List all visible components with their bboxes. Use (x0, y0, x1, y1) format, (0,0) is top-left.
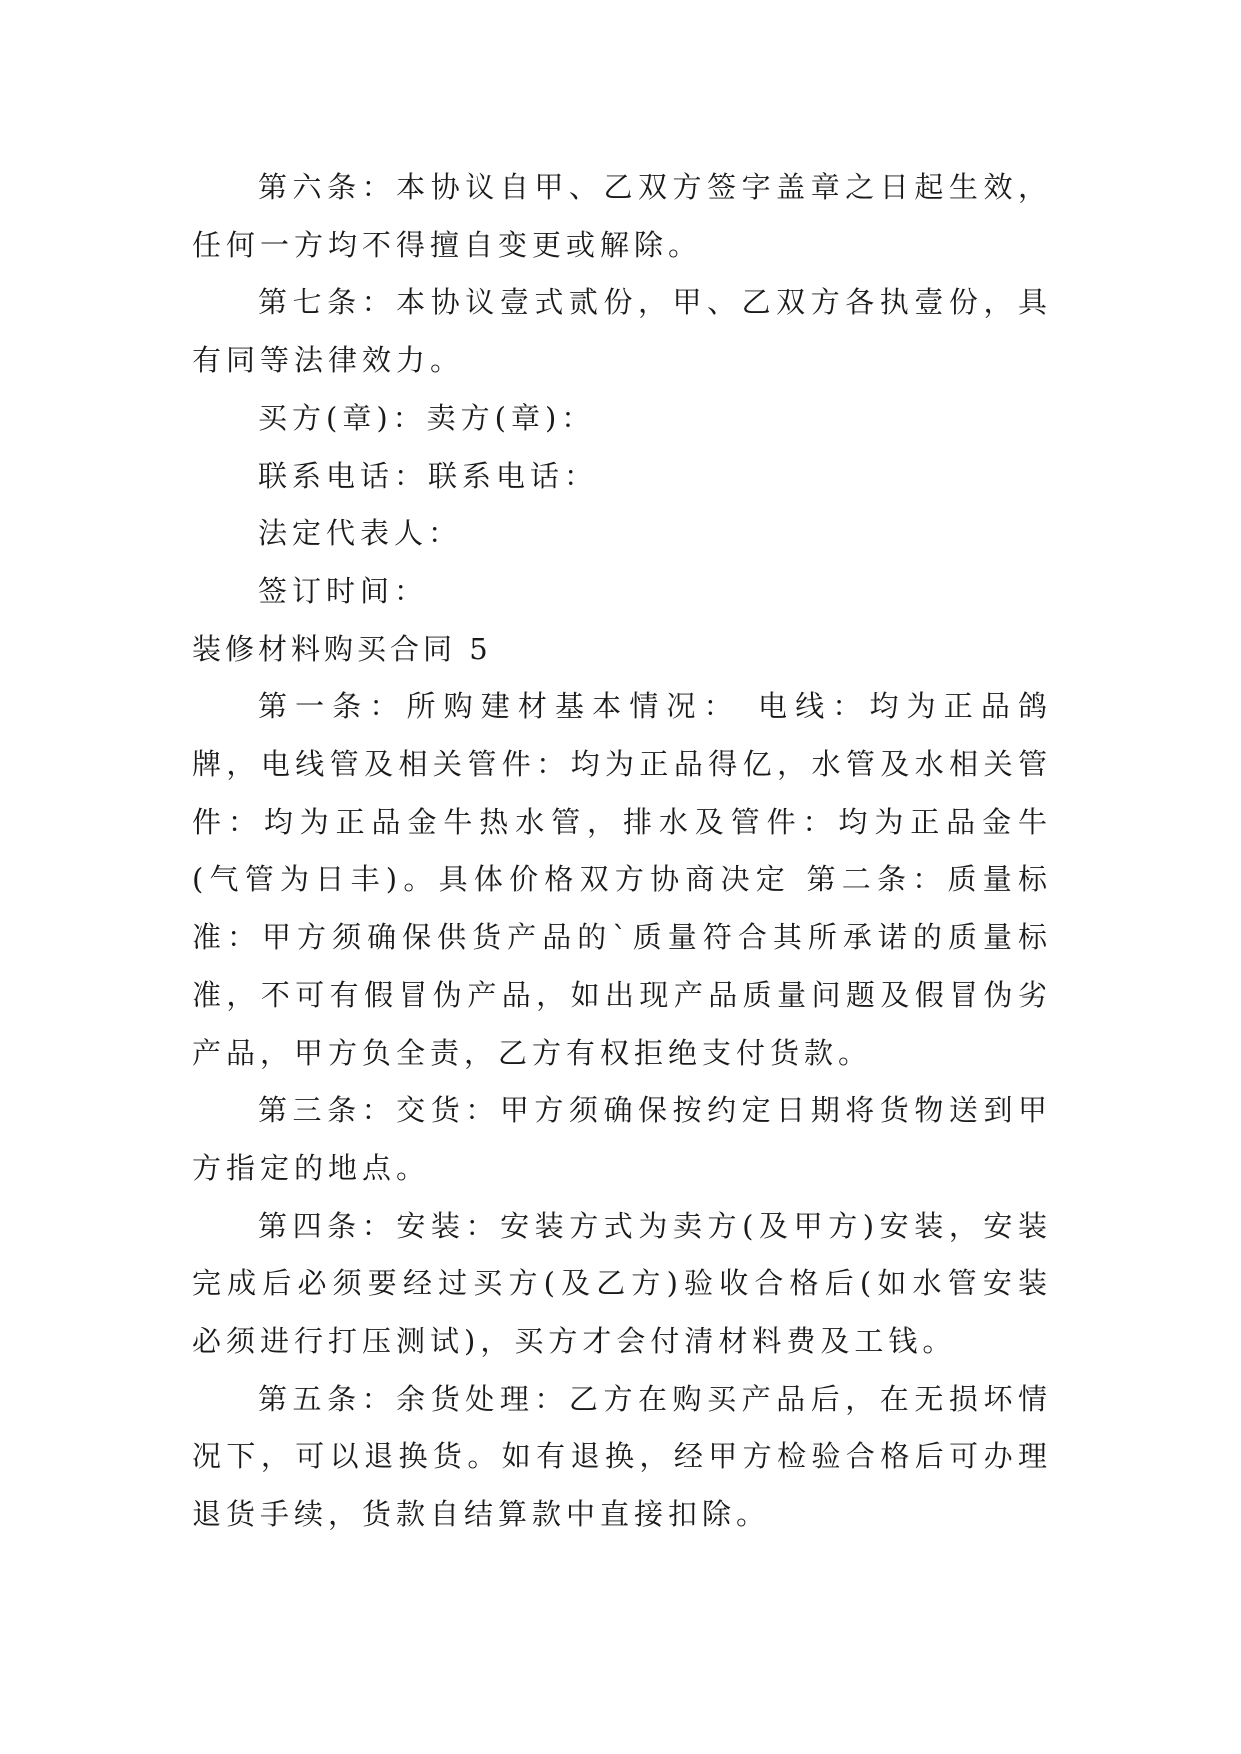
legal-representative-line: 法定代表人： (258, 516, 463, 551)
clause-1-2: 第一条：所购建材基本情况： 电线：均为正品鸽牌，电线管及相关管件：均为正品得亿，水管及水相关管件：均为正品金牛热水管，排水及管件：均为正品金牛(气管为日丰)。具体价格双方协商决定 第二条：质量标准：甲方须确保供货产品的`质量符合其所承诺的质量标准，不可有假冒伪产品，如出现产品质量问题及假冒伪劣产品，甲方负全责，乙方有权拒绝支付货款。 (192, 689, 1052, 1070)
clause-4: 第四条：安装：安装方式为卖方(及甲方)安装，安装完成后必须要经过买方(及乙方)验收合格后(如水管安装必须进行打压测试)，买方才会付清材料费及工钱。 (192, 1208, 1052, 1359)
clause-5: 第五条：余货处理：乙方在购买产品后，在无损坏情况下，可以退换货。如有退换，经甲方检验合格后可办理退货手续，货款自结算款中直接扣除。 (192, 1381, 1052, 1532)
signing-time-line: 签订时间： (258, 573, 429, 608)
document-page (192, 159, 1052, 1544)
buyer-seller-seal-line: 买方(章)：卖方(章)： (258, 400, 596, 435)
contact-phone-line: 联系电话：联系电话： (258, 458, 599, 493)
clause-3: 第三条：交货：甲方须确保按约定日期将货物送到甲方指定的地点。 (192, 1093, 1052, 1185)
contract-title: 装修材料购买合同 5 (192, 631, 492, 666)
clause-7: 第七条：本协议壹式贰份，甲、乙双方各执壹份，具有同等法律效力。 (192, 285, 1052, 378)
clause-6: 第六条：本协议自甲、乙双方签字盖章之日起生效，任何一方均不得擅自变更或解除。 (192, 170, 1052, 262)
